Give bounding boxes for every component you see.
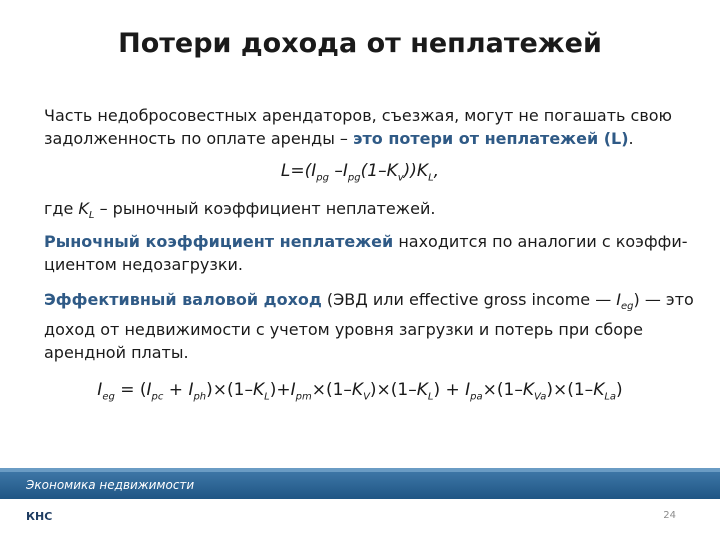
formula-subscript: eg (621, 301, 634, 313)
formula-part: K (252, 380, 265, 400)
formula-subscript: V (363, 391, 370, 403)
formula-subscript: pa (470, 391, 483, 403)
highlight-text: Рыночный коэффициент неплатежей (44, 232, 394, 251)
paragraph-text: ) — это доход от недвижимости с учетом уровня загрузки и потерь при сборе арендной платы. (44, 290, 694, 363)
formula-subscript: Va (534, 391, 547, 403)
formula-part: K (78, 199, 89, 218)
paragraph-market-coefficient (44, 230, 694, 276)
highlight-text: это потери от неплатежей (L) (353, 129, 629, 148)
formula-subscript: v (397, 172, 404, 184)
formula-part: –I (329, 161, 348, 181)
formula-part: I (97, 380, 103, 400)
formula-subscript: pm (295, 391, 312, 403)
formula-part: I (465, 380, 471, 400)
page-number: 24 (663, 510, 676, 521)
formula-part: + (163, 380, 189, 400)
organization-label: КНС (26, 510, 53, 523)
formula-part: , (433, 161, 440, 181)
formula-egi (0, 380, 720, 402)
formula-part: ×(1– (311, 380, 352, 400)
formula-part: I (188, 380, 194, 400)
formula-subscript: eg (102, 391, 115, 403)
formula-losses (0, 161, 720, 183)
formula-subscript: pg (316, 172, 329, 184)
formula-part: )×(1– (546, 380, 594, 400)
paragraph-definition (44, 197, 694, 227)
highlight-text: Эффективный валовой доход (44, 290, 322, 309)
formula-part: = ( (114, 380, 147, 400)
formula-part: )+ (269, 380, 291, 400)
formula-subscript: ph (193, 391, 207, 403)
paragraph-losses (44, 104, 694, 150)
formula-part: ×(1– (482, 380, 523, 400)
formula-part: )×(1– (206, 380, 253, 400)
footer-course-title: Экономика недвижимости (26, 478, 195, 492)
formula-subscript: L (427, 391, 434, 403)
formula-part: (1–K (360, 161, 398, 181)
paragraph-text: где (44, 199, 79, 218)
paragraph-text: (ЭВД или effective gross income — (321, 290, 617, 309)
formula-subscript: La (604, 391, 617, 403)
formula-subscript: pc (151, 391, 164, 403)
formula-part: K (522, 380, 535, 400)
formula-part: )×(1– (369, 380, 417, 400)
formula-part: ) (616, 380, 623, 400)
formula-part: L=(I (280, 161, 317, 181)
formula-subscript: L (428, 172, 434, 184)
formula-part: ))K (403, 161, 429, 181)
paragraph-text: Часть недобросовестных арендаторов, съезжая, могут не погашать свою задолженность по оплате аренды – (44, 106, 673, 148)
paragraph-text: находится по аналогии с коэффи-циентом недозагрузки. (44, 232, 688, 274)
paragraph-text: – рыночный коэффициент неплатежей. (94, 199, 436, 218)
formula-part: I (146, 380, 152, 400)
formula-subscript: L (88, 210, 95, 222)
formula-part: ) + (433, 380, 466, 400)
formula-subscript: pg (347, 172, 361, 184)
formula-part: I (290, 380, 296, 400)
formula-part: I (616, 290, 622, 309)
page-title: Потери дохода от неплатежей (118, 28, 602, 59)
formula-subscript: L (264, 391, 270, 403)
paragraph-text: . (628, 129, 634, 148)
paragraph-egi (44, 288, 694, 364)
formula-part: K (351, 380, 364, 400)
formula-part: K (416, 380, 428, 400)
formula-part: K (593, 380, 605, 400)
